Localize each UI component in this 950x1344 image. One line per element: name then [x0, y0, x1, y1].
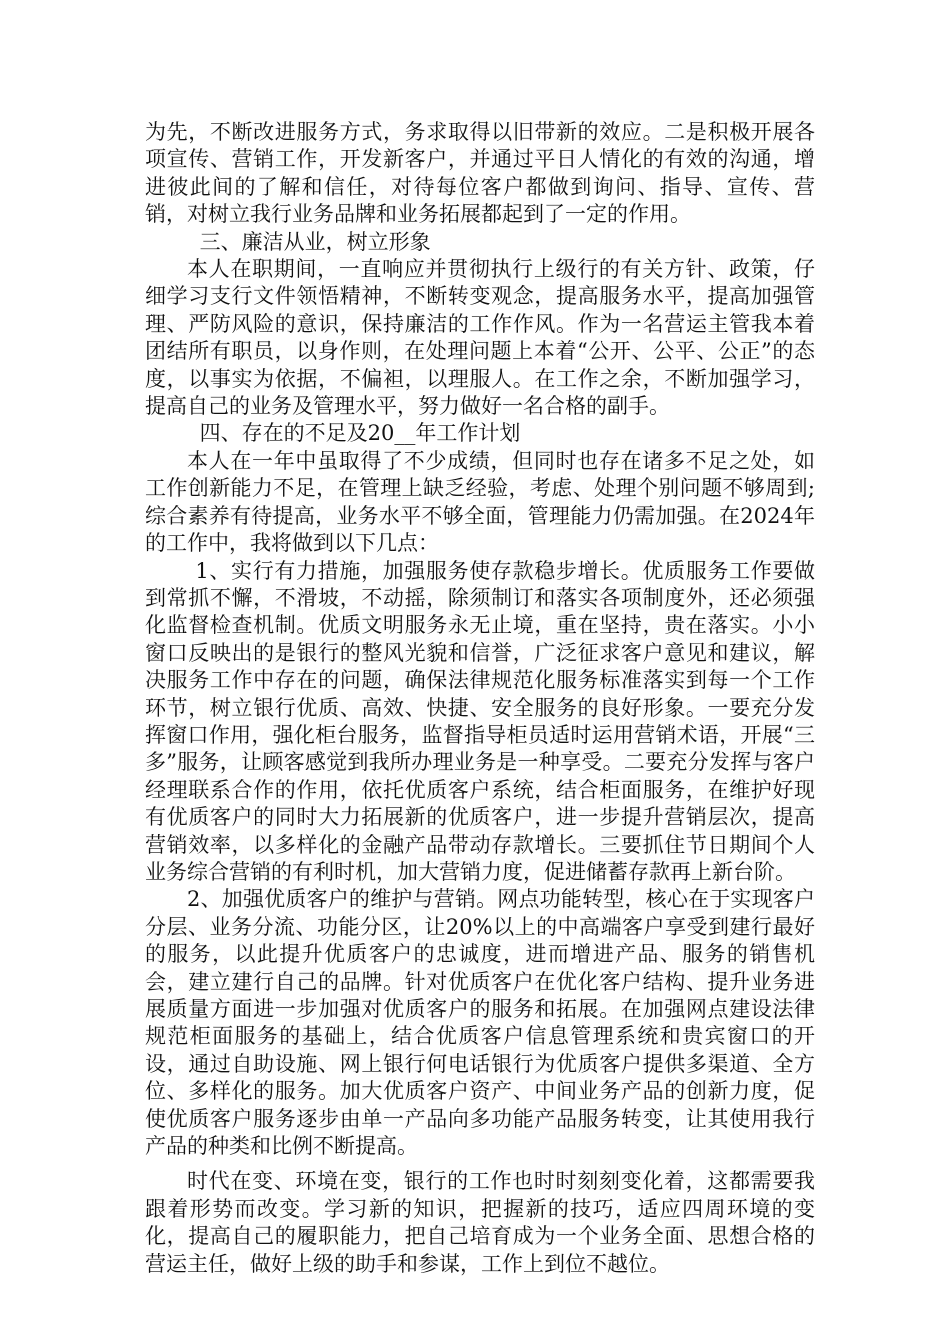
list-item-1: 1、实行有力措施，加强服务使存款稳步增长。优质服务工作要做到常抓不懈，不滑坡，不动摇，除须制订和落实各项制度外，还必须强化监督检查机制。优质文明服务永无止境，重在坚持，贵在落实。小小窗口反映出的是银行的整风光貌和信誉，广泛征求客户意见和建议，解决服务工作中存在的问题，确保法律规范化服务标准落实到每一个工作环节，树立银行优质、高效、快捷、安全服务的良好形象。一要充分发挥窗口作用，强化柜台服务，监督指导柜员适时运用营销术语，开展“三多”服务，让顾客感觉到我所办理业务是一种享受。二要充分发挥与客户经理联系合作的作用，依托优质客户系统，结合柜面服务，在维护好现有优质客户的同时大力拓展新的优质客户，进一步提升营销层次，提高营销效率，以多样化的金融产品带动存款增长。三要抓住节日期间个人业务综合营销的有利时机，加大营销力度，促进储蓄存款再上新台阶。: [145, 558, 815, 884]
paragraph-shortcomings: 本人在一年中虽取得了不少成绩，但同时也存在诸多不足之处，如工作创新能力不足，在管理上缺乏经验，考虑、处理个别问题不够周到;综合素养有待提高，业务水平不够全面，管理能力仍需加强。在2024年的工作中，我将做到以下几点：: [145, 448, 815, 556]
section-heading-integrity: 三、廉洁从业，树立形象: [199, 229, 431, 254]
paragraph-continuation: 为先，不断改进服务方式，务求取得以旧带新的效应。二是积极开展各项宣传、营销工作，开发新客户，并通过平日人情化的有效的沟通，增进彼此间的了解和信任，对待每位客户都做到询问、指导、宣传、营销，对树立我行业务品牌和业务拓展都起到了一定的作用。: [145, 120, 815, 227]
section-heading-plan: 四、存在的不足及20__年工作计划: [199, 421, 521, 446]
document-body: [145, 119, 815, 1278]
list-item-2: 2、加强优质客户的维护与营销。网点功能转型，核心在于实现客户分层、业务分流、功能分区，让20%以上的中高端客户享受到建行最好的服务，以此提升优质客户的忠诚度，进而增进产品、服务的销售机会，建立建行自己的品牌。针对优质客户在优化客户结构、提升业务进展质量方面进一步加强对优质客户的服务和拓展。在加强网点建设法律规范柜面服务的基础上，结合优质客户信息管理系统和贵宾窗口的开设，通过自助设施、网上银行何电话银行为优质客户提供多渠道、全方位、多样化的服务。加大优质客户资产、中间业务产品的创新力度，促使优质客户服务逐步由单一产品向多功能产品服务转变，让其使用我行产品的种类和比例不断提高。: [145, 887, 815, 1159]
paragraph-integrity: 本人在职期间，一直响应并贯彻执行上级行的有关方针、政策，仔细学习支行文件领悟精神，不断转变观念，提高服务水平，提高加强管理、严防风险的意识，保持廉洁的工作作风。作为一名营运主管我本着团结所有职员，以身作则，在处理问题上本着“公开、公平、公正”的态度，以事实为依据，不偏袒，以理服人。在工作之余，不断加强学习，提高自己的业务及管理水平，努力做好一名合格的副手。: [145, 257, 815, 419]
paragraph-conclusion: 时代在变、环境在变，银行的工作也时时刻刻变化着，这都需要我跟着形势而改变。学习新的知识，把握新的技巧，适应四周环境的变化，提高自己的履职能力，把自己培育成为一个业务全面、思想合格的营运主任，做好上级的助手和参谋，工作上到位不越位。: [145, 1169, 815, 1276]
